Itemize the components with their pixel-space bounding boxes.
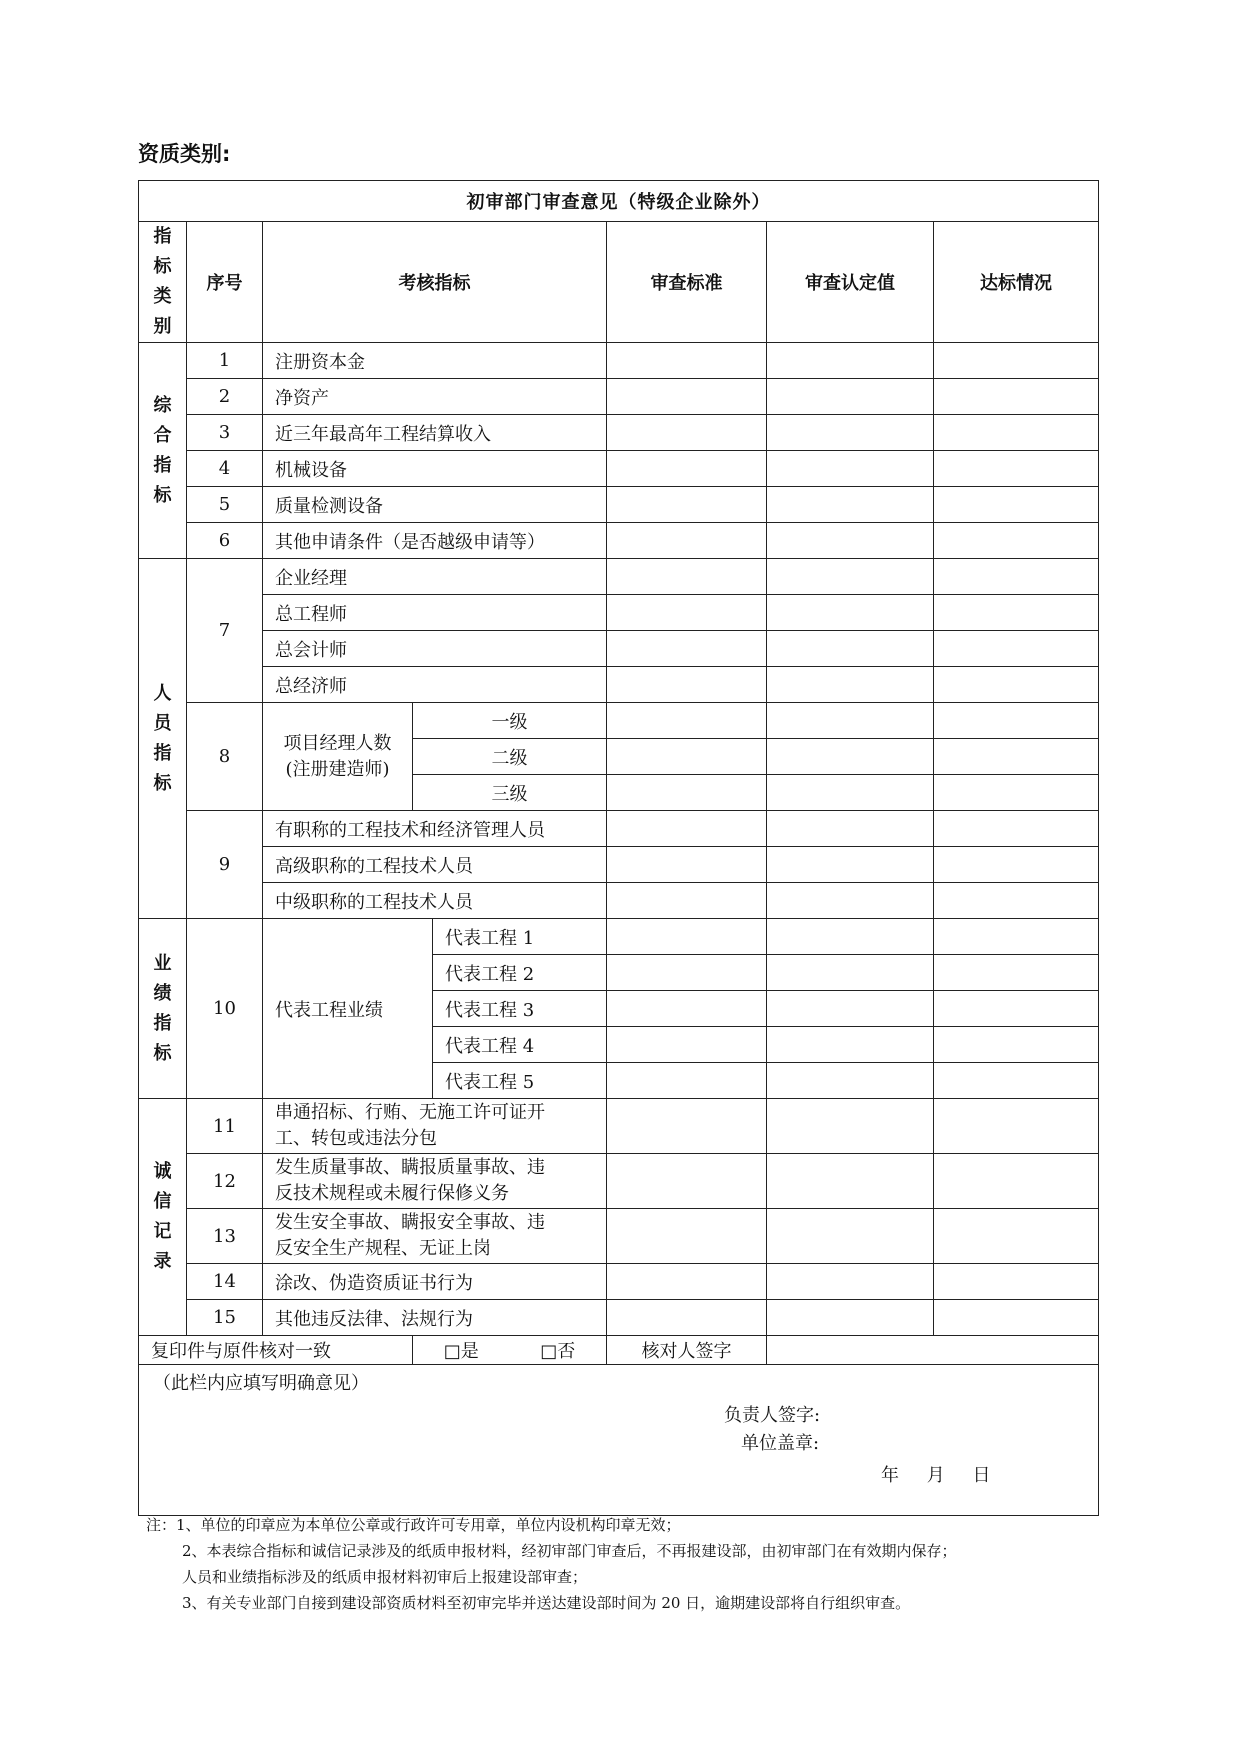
row-indicator: 总经济师 [263,667,607,703]
row-indicator-line2: 反技术规程或未履行保修义务 [275,1183,509,1204]
status-cell[interactable] [934,703,1099,739]
row-seq: 6 [187,523,263,559]
value-cell[interactable] [767,955,934,991]
level-cell: 三级 [413,775,607,811]
row-seq: 15 [187,1300,263,1336]
header-standard: 审查标准 [607,222,767,343]
qualification-category-label: 资质类别: [138,142,231,166]
standard-cell[interactable] [607,451,767,487]
value-cell[interactable] [767,1300,934,1336]
value-cell[interactable] [767,847,934,883]
value-cell[interactable] [767,1027,934,1063]
value-cell[interactable] [767,595,934,631]
note-2-cont: 人员和业绩指标涉及的纸质申报材料初审后上报建设部审查； [182,1568,588,1586]
note-2: 2、本表综合指标和诚信记录涉及的纸质申报材料，经初审部门审查后，不再报建设部，由初审部门在有效期内保存； [182,1542,957,1560]
standard-cell[interactable] [607,343,767,379]
standard-cell[interactable] [607,847,767,883]
status-cell[interactable] [934,1264,1099,1300]
verifier-sign-label: 核对人签字 [607,1336,767,1365]
value-cell[interactable] [767,1264,934,1300]
value-cell[interactable] [767,415,934,451]
standard-cell[interactable] [607,775,767,811]
row-seq: 14 [187,1264,263,1300]
project-manager-label-line1: 项目经理人数 [283,732,392,754]
project-item: 代表工程 4 [433,1027,607,1063]
standard-cell[interactable] [607,955,767,991]
standard-cell[interactable] [607,595,767,631]
standard-cell[interactable] [607,919,767,955]
row-indicator: 有职称的工程技术和经济管理人员 [263,811,607,847]
value-cell[interactable] [767,1209,934,1264]
value-cell[interactable] [767,343,934,379]
status-cell[interactable] [934,1154,1099,1209]
row-seq: 5 [187,487,263,523]
row-seq: 11 [187,1099,263,1154]
row-indicator: 近三年最高年工程结算收入 [263,415,607,451]
row-seq: 1 [187,343,263,379]
value-cell[interactable] [767,739,934,775]
value-cell[interactable] [767,487,934,523]
row-seq: 13 [187,1209,263,1264]
status-cell[interactable] [934,919,1099,955]
row-indicator: 机械设备 [263,451,607,487]
standard-cell[interactable] [607,631,767,667]
project-manager-label [263,703,413,811]
note-3: 3、有关专业部门自接到建设部资质材料至初审完毕并送达建设部时间为 20 日，逾期建设部将自行组织审查。 [182,1594,911,1612]
status-cell[interactable] [934,379,1099,415]
value-cell[interactable] [767,811,934,847]
review-table [138,180,1099,1516]
header-seq: 序号 [187,222,263,343]
unit-seal-label: 单位盖章: [741,1433,820,1454]
standard-cell[interactable] [607,667,767,703]
row-seq: 3 [187,415,263,451]
status-cell[interactable] [934,847,1099,883]
status-cell[interactable] [934,595,1099,631]
header-status: 达标情况 [934,222,1099,343]
value-cell[interactable] [767,919,934,955]
value-cell[interactable] [767,1099,934,1154]
date-label: 年 月 日 [881,1465,991,1486]
row-indicator: 其他申请条件（是否越级申请等） [263,523,607,559]
standard-cell[interactable] [607,811,767,847]
standard-cell[interactable] [607,379,767,415]
value-cell[interactable] [767,451,934,487]
standard-cell[interactable] [607,883,767,919]
verify-yes-checkbox[interactable]: □是 [443,1341,479,1362]
opinion-hint: （此栏内应填写明确意见） [153,1373,369,1394]
category-personnel: 人 员 指 标 [139,559,187,919]
project-item: 代表工程 5 [433,1063,607,1099]
row-seq: 7 [187,559,263,703]
row-indicator-line1: 发生质量事故、瞒报质量事故、违 [275,1157,545,1178]
category-performance: 业 绩 指 标 [139,919,187,1099]
standard-cell[interactable] [607,1264,767,1300]
status-cell[interactable] [934,1209,1099,1264]
standard-cell[interactable] [607,703,767,739]
standard-cell[interactable] [607,1300,767,1336]
standard-cell[interactable] [607,1099,767,1154]
value-cell[interactable] [767,883,934,919]
project-item: 代表工程 1 [433,919,607,955]
footnotes [146,1512,1106,1616]
standard-cell[interactable] [607,1154,767,1209]
verifier-sign-field[interactable] [767,1336,1099,1365]
row-seq: 9 [187,811,263,919]
row-indicator: 注册资本金 [263,343,607,379]
row-seq: 2 [187,379,263,415]
value-cell[interactable] [767,1063,934,1099]
status-cell[interactable] [934,883,1099,919]
status-cell[interactable] [934,955,1099,991]
row-indicator: 其他违反法律、法规行为 [263,1300,607,1336]
value-cell[interactable] [767,703,934,739]
opinion-box[interactable] [139,1365,1099,1516]
project-manager-label-line2: (注册建造师) [285,758,390,780]
verify-label: 复印件与原件核对一致 [139,1336,413,1365]
status-cell[interactable] [934,775,1099,811]
header-category: 指 标 类 别 [139,222,187,343]
row-indicator-line2: 反安全生产规程、无证上岗 [275,1238,491,1259]
row-indicator: 企业经理 [263,559,607,595]
header-value: 审查认定值 [767,222,934,343]
row-indicator [263,1154,607,1209]
status-cell[interactable] [934,1300,1099,1336]
standard-cell[interactable] [607,991,767,1027]
row-indicator: 总工程师 [263,595,607,631]
project-item: 代表工程 3 [433,991,607,1027]
status-cell[interactable] [934,415,1099,451]
value-cell[interactable] [767,523,934,559]
status-cell[interactable] [934,487,1099,523]
value-cell[interactable] [767,667,934,703]
verify-no-checkbox[interactable]: □否 [540,1341,576,1362]
standard-cell[interactable] [607,415,767,451]
status-cell[interactable] [934,523,1099,559]
row-indicator: 涂改、伪造资质证书行为 [263,1264,607,1300]
status-cell[interactable] [934,991,1099,1027]
row-indicator-line1: 发生安全事故、瞒报安全事故、违 [275,1212,545,1233]
status-cell[interactable] [934,343,1099,379]
status-cell[interactable] [934,667,1099,703]
table-title: 初审部门审查意见（特级企业除外） [139,181,1099,222]
verify-choice[interactable] [413,1336,607,1365]
row-indicator: 中级职称的工程技术人员 [263,883,607,919]
value-cell[interactable] [767,631,934,667]
standard-cell[interactable] [607,487,767,523]
row-indicator: 净资产 [263,379,607,415]
row-seq: 10 [187,919,263,1099]
status-cell[interactable] [934,739,1099,775]
project-item: 代表工程 2 [433,955,607,991]
row-indicator-line1: 串通招标、行贿、无施工许可证开 [275,1102,545,1123]
category-integrity: 诚 信 记 录 [139,1099,187,1336]
status-cell[interactable] [934,559,1099,595]
note-1: 注：1、单位的印章应为本单位公章或行政许可专用章，单位内设机构印章无效； [146,1516,681,1534]
header-indicator: 考核指标 [263,222,607,343]
level-cell: 二级 [413,739,607,775]
value-cell[interactable] [767,1154,934,1209]
row-indicator: 高级职称的工程技术人员 [263,847,607,883]
responsible-sign-label: 负责人签字: [724,1405,821,1426]
value-cell[interactable] [767,559,934,595]
standard-cell[interactable] [607,1209,767,1264]
status-cell[interactable] [934,631,1099,667]
standard-cell[interactable] [607,559,767,595]
row-indicator [263,1099,607,1154]
standard-cell[interactable] [607,739,767,775]
row-indicator: 总会计师 [263,631,607,667]
standard-cell[interactable] [607,1027,767,1063]
standard-cell[interactable] [607,1063,767,1099]
row-seq: 4 [187,451,263,487]
category-comprehensive: 综 合 指 标 [139,343,187,559]
row-seq: 12 [187,1154,263,1209]
status-cell[interactable] [934,811,1099,847]
value-cell[interactable] [767,775,934,811]
standard-cell[interactable] [607,523,767,559]
value-cell[interactable] [767,991,934,1027]
row-seq: 8 [187,703,263,811]
status-cell[interactable] [934,1099,1099,1154]
status-cell[interactable] [934,1027,1099,1063]
row-indicator [263,1209,607,1264]
level-cell: 一级 [413,703,607,739]
row-indicator-line2: 工、转包或违法分包 [275,1128,437,1149]
row-indicator: 质量检测设备 [263,487,607,523]
representative-projects-label: 代表工程业绩 [263,919,433,1099]
status-cell[interactable] [934,1063,1099,1099]
status-cell[interactable] [934,451,1099,487]
value-cell[interactable] [767,379,934,415]
